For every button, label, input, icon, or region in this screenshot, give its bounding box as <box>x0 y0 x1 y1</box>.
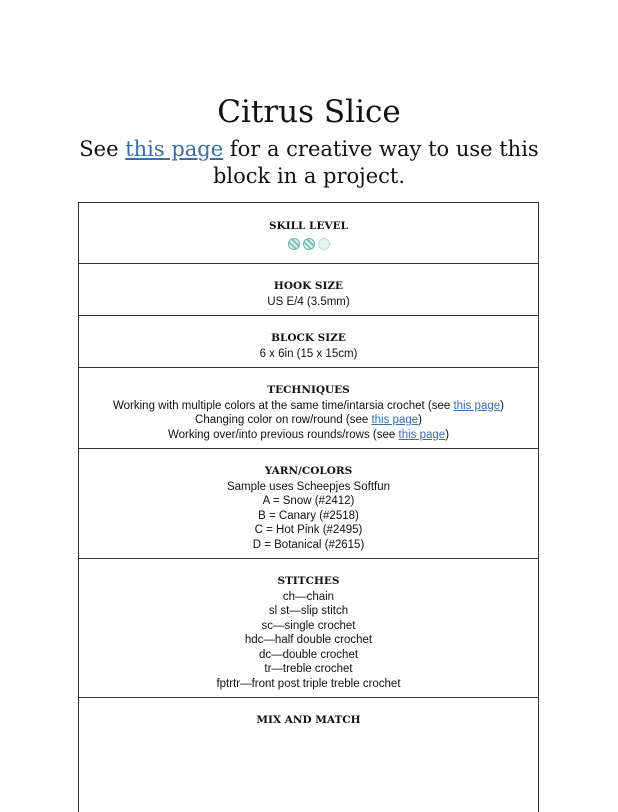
section-heading: SKILL LEVEL <box>269 220 348 232</box>
yarn-ball-icon <box>288 238 300 250</box>
stitch-line: ch—chain <box>282 590 335 603</box>
section-heading: MIX AND MATCH <box>256 714 361 726</box>
stitch-line: hdc—half double crochet <box>244 634 373 646</box>
yarn-line: Sample uses Scheepjes Softfun <box>226 480 391 493</box>
subtitle <box>60 136 558 190</box>
section-heading: BLOCK SIZE <box>271 332 346 344</box>
yarn-ball-icon <box>303 238 315 250</box>
technique-text: ) <box>418 414 422 426</box>
section-heading: HOOK SIZE <box>273 280 344 292</box>
stitch-line: fptrtr—front post triple treble crochet <box>216 677 401 690</box>
yarn-line: D = Botanical (#2615) <box>252 538 365 551</box>
technique-text: ) <box>445 428 450 441</box>
technique-item <box>79 428 538 443</box>
yarn-line: C = Hot Pink (#2495) <box>254 524 363 536</box>
technique-link[interactable]: this page <box>453 399 501 412</box>
stitch-line: tr—treble crochet <box>264 663 353 675</box>
section-heading: TECHNIQUES <box>267 384 350 396</box>
block-size-value: 6 x 6in (15 x 15cm) <box>259 347 358 360</box>
stitch-line: dc—double crochet <box>258 648 359 661</box>
stitches-section <box>79 559 538 698</box>
stitch-line: sc—single crochet <box>261 619 356 632</box>
technique-text: Working with multiple colors at the same time/intarsia crochet (see <box>113 399 454 412</box>
technique-text: Changing color on row/round (see <box>195 414 372 426</box>
hook-size-section <box>79 264 538 316</box>
mix-and-match-section <box>79 698 538 758</box>
stitch-line: sl st—slip stitch <box>268 605 349 617</box>
technique-item <box>79 399 538 414</box>
subtitle-link[interactable]: this page <box>125 137 224 161</box>
technique-link[interactable]: this page <box>398 428 446 441</box>
technique-text: Working over/into previous rounds/rows (see <box>167 428 399 441</box>
skill-level-section <box>79 203 538 264</box>
yarn-ball-icon <box>318 238 330 250</box>
subtitle-text: block in a project. <box>212 164 405 188</box>
yarn-colors-section <box>79 449 538 559</box>
hook-size-value: US E/4 (3.5mm) <box>267 295 350 308</box>
block-size-section <box>79 316 538 368</box>
subtitle-text: for a creative way to use this <box>223 137 539 161</box>
techniques-section <box>79 368 538 449</box>
section-heading: STITCHES <box>277 575 340 587</box>
section-heading: YARN/COLORS <box>264 465 353 477</box>
technique-item <box>79 413 538 428</box>
technique-text: ) <box>500 399 504 412</box>
skill-level-rating <box>79 238 538 250</box>
yarn-line: B = Canary (#2518) <box>258 509 359 522</box>
page-title: Citrus Slice <box>217 94 401 130</box>
subtitle-text: See <box>79 137 126 161</box>
yarn-line: A = Snow (#2412) <box>262 495 355 507</box>
technique-link[interactable]: this page <box>371 414 419 426</box>
pattern-info-table <box>78 202 539 812</box>
